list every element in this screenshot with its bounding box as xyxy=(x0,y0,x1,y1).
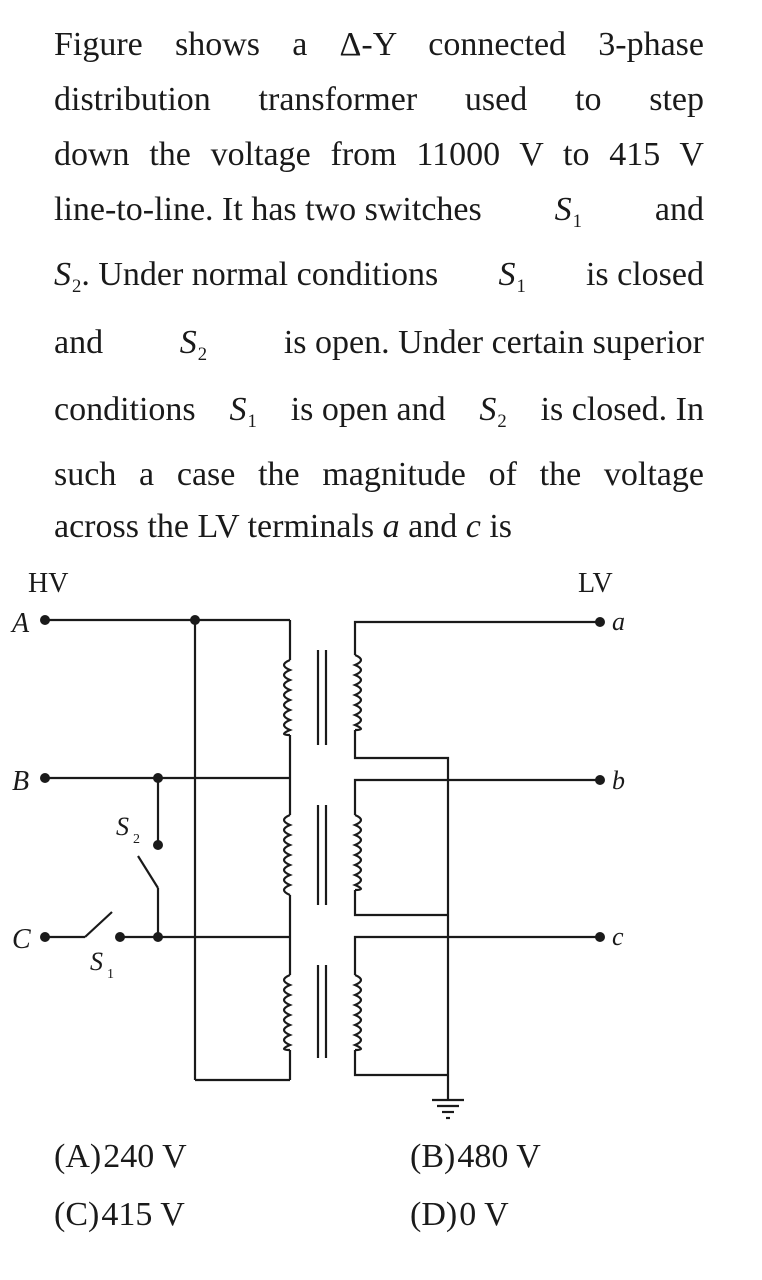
terminal-a-dot xyxy=(40,615,50,625)
switch-s2-symbol: $S_2$ xyxy=(179,324,208,365)
question-text-fragment: is xyxy=(489,508,512,545)
question-text-fragment: conditions xyxy=(54,391,196,428)
question-text-fragment: $S_2$. Under normal conditions xyxy=(54,256,439,297)
question-line-8: such a case the magnitude of the voltage xyxy=(54,456,704,493)
lv-terminal-c-label: c xyxy=(612,922,624,951)
question-line-9 xyxy=(54,508,512,546)
hv-terminal-b-label: B xyxy=(12,766,30,797)
terminal-a-symbol: a xyxy=(382,508,400,545)
question-text-fragment: line-to-line. It has two switches xyxy=(54,191,482,228)
switch-s1-symbol: $S_1$ xyxy=(498,256,526,297)
primary-coil-3 xyxy=(284,975,290,1050)
terminal-b-dot xyxy=(40,773,50,783)
option-value: 480 V xyxy=(457,1138,541,1175)
neutral-link-2 xyxy=(355,890,448,915)
lv-line-b xyxy=(355,780,600,815)
question-text-fragment: and xyxy=(54,324,104,361)
option-value: 0 V xyxy=(459,1196,509,1233)
option-label: (B) xyxy=(410,1138,456,1175)
switch-s1-contact xyxy=(115,932,125,942)
junction-dot xyxy=(153,773,163,783)
circuit-diagram xyxy=(0,560,762,1120)
hv-terminal-a-label: A xyxy=(12,608,30,639)
terminal-lv-b-dot xyxy=(595,775,605,785)
neutral-link-3 xyxy=(355,1050,448,1075)
primary-coil-1 xyxy=(284,660,290,735)
option-label: (D) xyxy=(410,1196,458,1233)
lv-line-a xyxy=(355,622,600,655)
question-line-5 xyxy=(54,256,704,298)
question-text-fragment: is open and xyxy=(290,391,446,428)
lv-line-c xyxy=(355,937,600,975)
option-label: (A) xyxy=(54,1138,102,1175)
switch-s2-symbol: $S_2$ xyxy=(479,391,507,432)
lv-terminal-a-label: a xyxy=(612,607,625,636)
question-text-fragment: is open. Under certain superior xyxy=(283,324,704,361)
switch-s2-blade xyxy=(138,856,158,888)
secondary-coil-2 xyxy=(355,815,361,890)
question-text-fragment: and xyxy=(408,508,458,545)
option-a[interactable] xyxy=(54,1138,187,1176)
hv-label: HV xyxy=(28,568,69,599)
secondary-coil-3 xyxy=(355,975,361,1050)
terminal-lv-c-dot xyxy=(595,932,605,942)
primary-coil-2 xyxy=(284,815,290,895)
option-label: (C) xyxy=(54,1196,100,1233)
switch-s1-symbol: $S_1$ xyxy=(229,391,257,432)
hv-terminal-c-label: C xyxy=(12,924,31,955)
switch-s1-symbol: $S_1$ xyxy=(554,191,582,232)
question-line-6 xyxy=(54,324,704,366)
switch-s2-subscript: 2 xyxy=(133,832,140,847)
question-line-7 xyxy=(54,391,704,433)
lv-terminal-b-label: b xyxy=(612,766,625,795)
junction-dot xyxy=(153,932,163,942)
lv-label: LV xyxy=(578,568,613,599)
option-value: 240 V xyxy=(103,1138,187,1175)
terminal-c-dot xyxy=(40,932,50,942)
question-text-fragment: is closed xyxy=(585,256,704,293)
switch-s2-label: S xyxy=(116,812,129,841)
option-c[interactable] xyxy=(54,1196,185,1234)
switch-s1-subscript: 1 xyxy=(107,967,114,982)
switch-s2-symbol: $S_2$ xyxy=(54,256,82,297)
junction-dot xyxy=(190,615,200,625)
switch-s2-contact xyxy=(153,840,163,850)
switch-s1-blade xyxy=(85,912,112,937)
question-line-1: Figure shows a Δ-Y connected 3-phase xyxy=(54,26,704,63)
question-line-4 xyxy=(54,191,704,233)
option-value: 415 V xyxy=(101,1196,185,1233)
question-text-fragment: and xyxy=(654,191,704,228)
secondary-coil-1 xyxy=(355,655,361,730)
question-text-fragment: is closed. In xyxy=(540,391,704,428)
terminal-c-symbol: c xyxy=(465,508,481,545)
question-text-fragment: across the LV terminals xyxy=(54,508,375,545)
option-d[interactable] xyxy=(410,1196,509,1234)
question-line-3: down the voltage from 11000 V to 415 V xyxy=(54,136,704,173)
terminal-lv-a-dot xyxy=(595,617,605,627)
question-line-2: distribution transformer used to step xyxy=(54,81,704,118)
switch-s1-label: S xyxy=(90,947,103,976)
option-b[interactable] xyxy=(410,1138,541,1176)
